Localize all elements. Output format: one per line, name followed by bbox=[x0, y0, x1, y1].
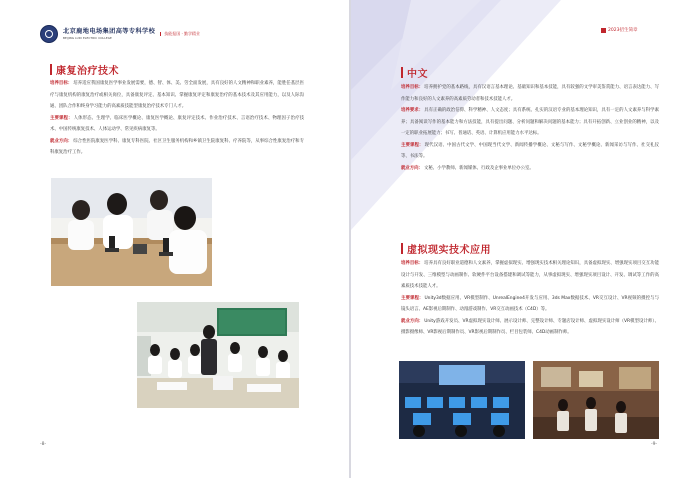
paragraph-requirements: 培养要求：具有正确的政治信仰、科学精神、人文态度；具有系统、扎实的汉语专业的基本理论知识，具有一定的人文素养与科学素养；具备阅读写作的基本能力和方法技能，具有提出问题、分析问题和解决问题的基本能力；具有开拓创新、立业创业的精神，以及一定的职业拓展能力；书写、普通话、英语、计算机应用能力水平达标。 bbox=[401, 108, 659, 136]
chinese-paragraphs bbox=[401, 82, 659, 174]
title-bar bbox=[401, 243, 403, 254]
brochure-tag: 2023招生简章 bbox=[601, 27, 637, 33]
school-name-cn: 北京鹿地电场集团高等专科学校 bbox=[63, 27, 156, 35]
square-marker-icon bbox=[601, 28, 606, 33]
photo-exhibition bbox=[533, 361, 659, 439]
left-page bbox=[0, 0, 349, 478]
paragraph-jobs: 就业方向：文秘、小学教师、新闻媒体、行政及企事业单位办公室。 bbox=[401, 165, 534, 171]
photo-microscope-lab bbox=[51, 178, 212, 286]
paragraph-goal: 培养目标：培养拥护党的基本路线，具有汉语言基本理论、基础知识和基本技能，具有较强的文学审美鉴赏能力、语言表达能力、写作能力和良好的人文素养的高素质劳动者和技术技能人才。 bbox=[401, 85, 659, 102]
vr-paragraphs bbox=[401, 258, 659, 339]
paragraph-jobs: 就业方向：综合性医院康复医学科、康复专科医院、社区卫生服务机构和乡镇卫生院康复科、疗养院等，从事综合性康复治疗和专科康复治疗工作。 bbox=[50, 138, 304, 155]
paragraph-courses: 主要课程：人体形态、生理学、临床医学概论、康复医学概论、康复评定技术、作业治疗技术、言语治疗技术、物理因子治疗技术、中国传统康复技术、人体运动学、常见疾病康复等。 bbox=[50, 115, 304, 132]
paragraph-courses: 主要课程：Unity3d数据应用、VR模型制作、UnrealEngine4开发与应用、3ds Max数据技术、VR交互设计、VR视频的摄控与与镜头语言、AE影视后期制作、动漫游戏制作、VR交互动画技术（C4D）等。 bbox=[401, 295, 659, 312]
title-bar bbox=[401, 67, 403, 78]
rehab-paragraphs bbox=[50, 78, 304, 159]
paragraph-jobs: 就业方向：Unity游戏开发员、VR虚拟现实设计师、展示设计师、完整设计师、专题店设计师、虚拟现实设计师（VR模型设计师）、摄影摄像师、VR影视后期制作员、VR影视后期制作员、栏目包装师、C4D动画制作师。 bbox=[401, 318, 659, 335]
page-number-left: -8- bbox=[40, 442, 47, 447]
school-name-en: BEIJING LUDI ELECTRIC COLLEGE bbox=[63, 35, 112, 40]
photo-computer-lab bbox=[399, 361, 525, 439]
right-page bbox=[351, 0, 700, 478]
paragraph-goal: 培养目标：培养适应我国康复医学事业发展需要，德、智、体、美、劳全面发展，具有良好的人文精神和职业素养，能胜任基层医疗与康复机构的康复治疗或相关岗位，具备康复评定、基本知识、掌握康复评定和康复治疗的基本技术及其应用能力，以及人际沟通、团队合作和终身学习能力的高素质技能型康复治疗技术专门人才。 bbox=[50, 81, 304, 109]
photo-classroom bbox=[137, 302, 299, 408]
section-title-rehab: 康复治疗技术 bbox=[50, 62, 119, 77]
section-title-chinese: 中文 bbox=[401, 65, 428, 80]
page-number-right: -9- bbox=[651, 442, 658, 447]
school-slogan: 技能报国 · 勤学精业 bbox=[160, 32, 200, 37]
school-seal-icon bbox=[40, 25, 58, 43]
section-title-vr: 虚拟现实技术应用 bbox=[401, 241, 491, 256]
title-bar bbox=[50, 64, 52, 75]
paragraph-goal: 培养目标：培养具有良好职业道德和人文素养，掌握虚拟现实、增强现实技术相关理论知识，具备虚拟现实、增强现实项目交互功能设计与开发、三维模型与动画制作、软硬件平台设备搭建和调试等能力，从事虚拟现实、增强现实项目设计、开发、调试等工作的高素质技术技能人才。 bbox=[401, 261, 659, 289]
school-logo bbox=[40, 25, 200, 43]
paragraph-courses: 主要课程：现代汉语、中国古代文学、中国现当代文学、新闻传播学概论、文秘与写作、文秘学概论、新闻采访与写作、社交礼仪等、书法等。 bbox=[401, 142, 659, 159]
